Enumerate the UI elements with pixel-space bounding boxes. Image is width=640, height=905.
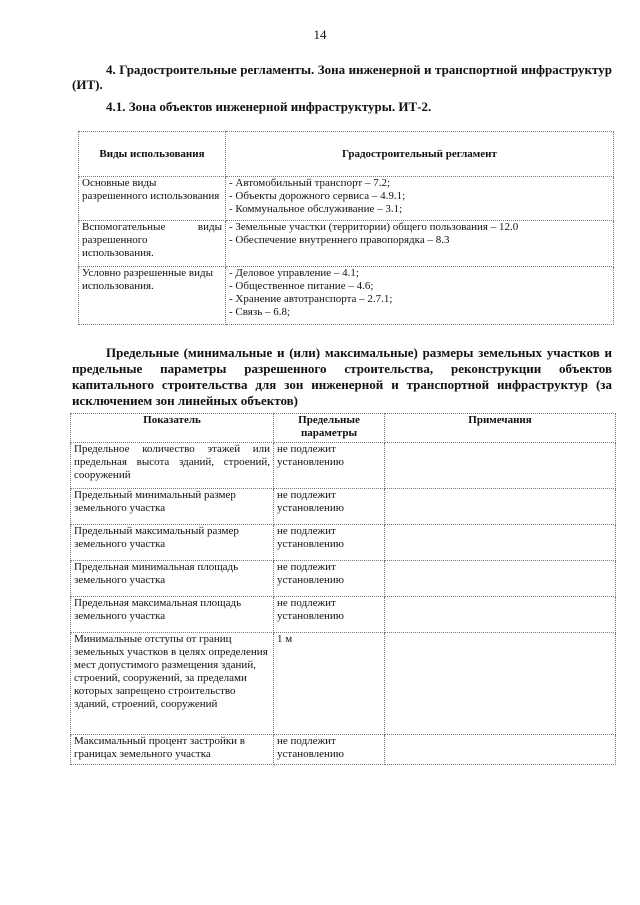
indicator: Предельное количество этажей или предельная высота зданий, строений, сооружений (71, 443, 274, 489)
limit-value: не подлежит установлению (274, 489, 385, 525)
list-item: - Общественное питание – 4.6; (229, 280, 374, 292)
usage-type: Основные виды разрешенного использования (79, 177, 226, 221)
table-header: Градостроительный регламент (226, 132, 614, 177)
list-item: - Объекты дорожного сервиса – 4.9.1; (229, 190, 406, 202)
note (385, 597, 616, 633)
indicator: Максимальный процент застройки в границах земельного участка (71, 735, 274, 765)
note (385, 443, 616, 489)
limit-value: не подлежит установлению (274, 525, 385, 561)
list-item: - Автомобильный транспорт – 7.2; (229, 177, 391, 189)
limit-value: не подлежит установлению (274, 735, 385, 765)
parameters-heading: Предельные (минимальные и (или) максимальные) размеры земельных участков и предельные параметры разрешенного строительства, реконструкции объектов капитального строительства для зон инженерной и транспортной инфраструктур (за исключением зон линейных объектов) (72, 345, 612, 408)
table-header: Примечания (385, 414, 616, 443)
table-row (71, 633, 616, 735)
subsection-heading: 4.1. Зона объектов инженерной инфраструктуры. ИТ-2. (106, 99, 432, 114)
table-row (71, 735, 616, 765)
indicator: Предельная максимальная площадь земельного участка (71, 597, 274, 633)
indicator: Минимальные отступы от границ земельных участков в целях определения мест допустимого размещения зданий, строений, сооружений, за пределами которых запрещено строительство зданий, строений, сооружений (71, 633, 274, 735)
indicator: Предельная минимальная площадь земельного участка (71, 561, 274, 597)
parameters-table (70, 413, 616, 765)
section-heading: 4. Градостроительные регламенты. Зона инженерной и транспортной инфраструктур (ИТ). (72, 62, 612, 92)
indicator: Предельный минимальный размер земельного участка (71, 489, 274, 525)
table-header: Предельные параметры (274, 414, 385, 443)
note (385, 525, 616, 561)
usage-type: Вспомогательные виды разрешенного использования. (79, 221, 226, 267)
usage-types-table (78, 131, 614, 325)
table-header: Показатель (71, 414, 274, 443)
usage-list (226, 267, 614, 325)
usage-list (226, 221, 614, 267)
table-row (71, 561, 616, 597)
limit-value: не подлежит установлению (274, 443, 385, 489)
list-item: - Земельные участки (территории) общего пользования – 12.0 (229, 221, 519, 233)
list-item: - Коммунальное обслуживание – 3.1; (229, 203, 403, 215)
note (385, 735, 616, 765)
page-number: 14 (313, 27, 327, 42)
usage-list (226, 177, 614, 221)
limit-value: не подлежит установлению (274, 597, 385, 633)
table-row (71, 489, 616, 525)
table-row (79, 267, 614, 325)
list-item: - Деловое управление – 4.1; (229, 267, 359, 279)
note (385, 633, 616, 735)
list-item: - Обеспечение внутреннего правопорядка – 8.3 (229, 234, 450, 246)
limit-value: 1 м (274, 633, 385, 735)
list-item: - Хранение автотранспорта – 2.7.1; (229, 293, 393, 305)
limit-value: не подлежит установлению (274, 561, 385, 597)
indicator: Предельный максимальный размер земельного участка (71, 525, 274, 561)
note (385, 489, 616, 525)
list-item: - Связь – 6.8; (229, 306, 291, 318)
table-row (79, 177, 614, 221)
table-row (79, 221, 614, 267)
note (385, 561, 616, 597)
table-row (71, 443, 616, 489)
table-row (71, 525, 616, 561)
table-header: Виды использования (79, 132, 226, 177)
table-row (71, 597, 616, 633)
usage-type: Условно разрешенные виды использования. (79, 267, 226, 325)
